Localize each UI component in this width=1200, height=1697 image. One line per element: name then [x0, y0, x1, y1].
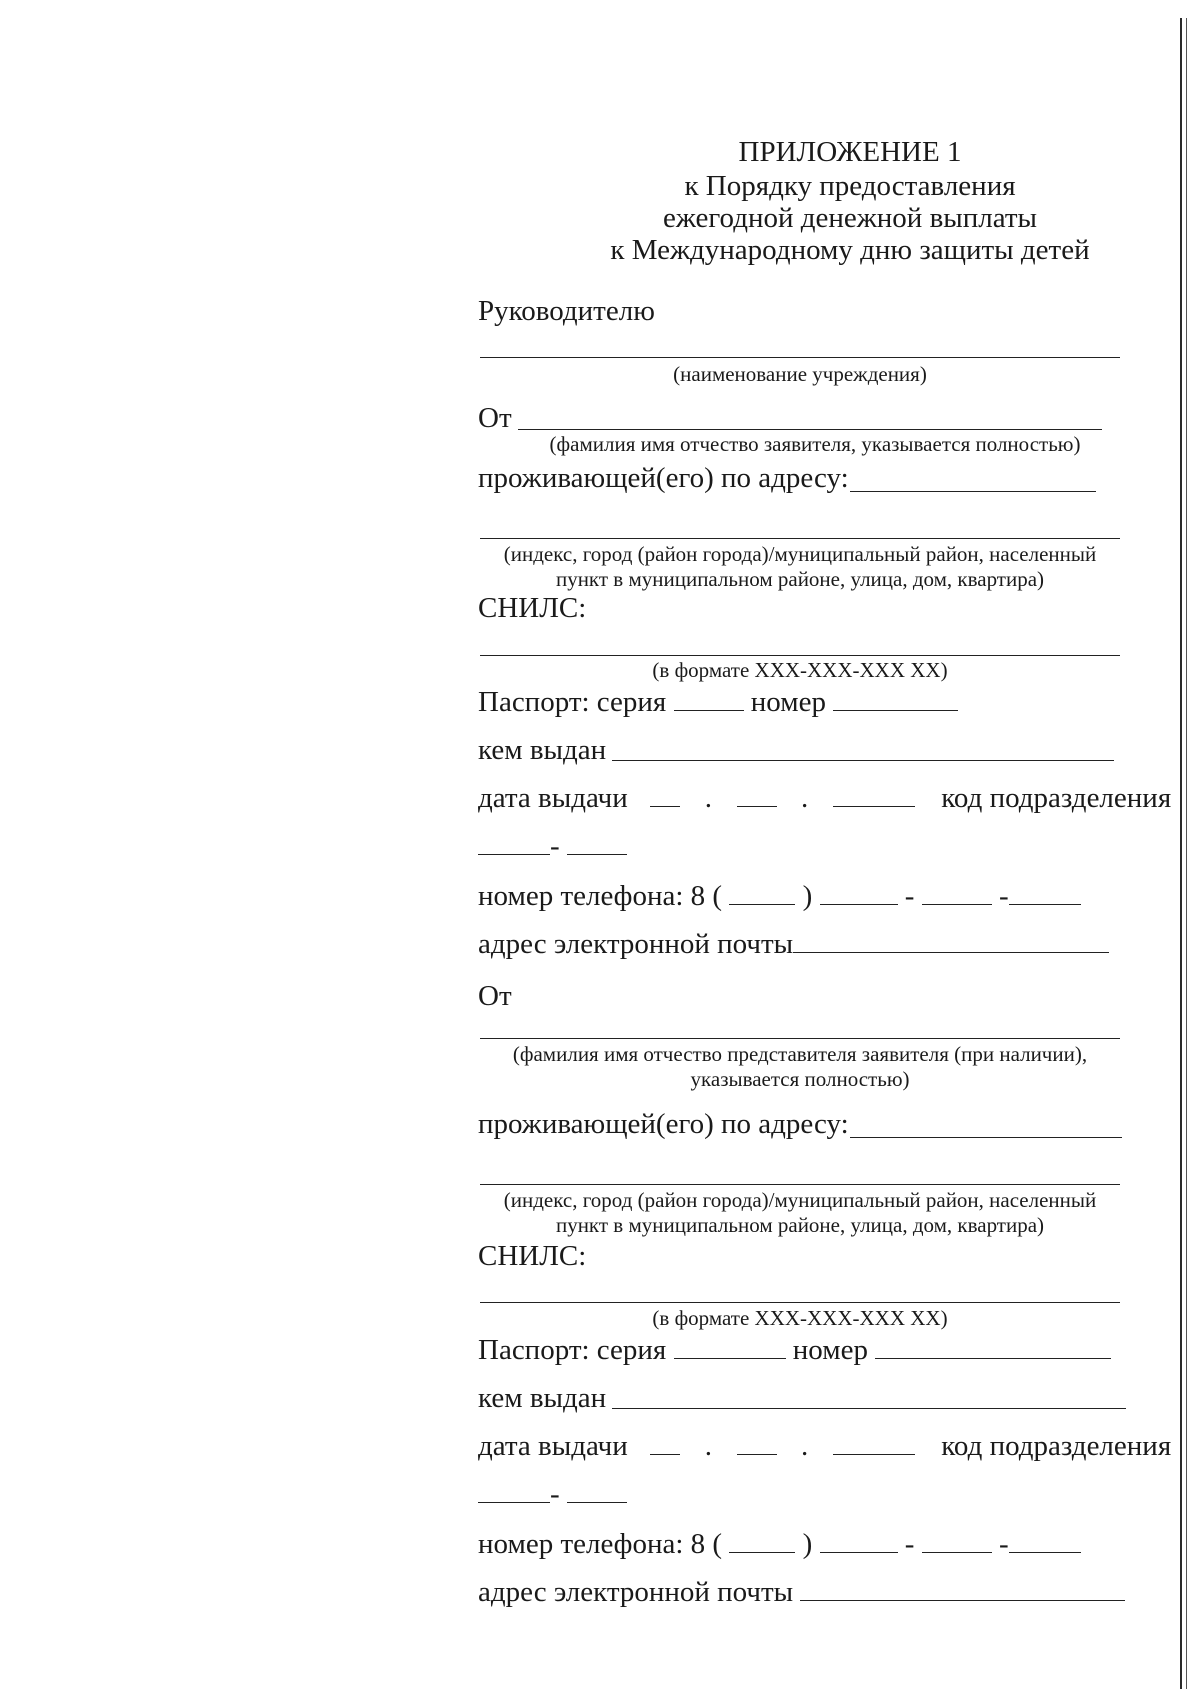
dept-code-dash: -	[550, 1478, 560, 1510]
dept-code-field-2[interactable]	[567, 1478, 627, 1503]
passport-number-label: номер	[750, 686, 826, 718]
scan-edge-line-inner	[1186, 18, 1187, 1689]
representative-issued-by-label: кем выдан	[478, 1382, 607, 1414]
passport-series-field[interactable]	[674, 1334, 786, 1359]
representative-name-line[interactable]	[480, 1038, 1120, 1039]
dept-code-dash: -	[550, 830, 560, 862]
applicant-snils-caption: (в формате ХХХ-ХХХ-ХХХ ХХ)	[652, 658, 948, 682]
applicant-dept-code-row	[478, 830, 627, 863]
representative-address-label: проживающей(его) по адресу:	[478, 1108, 849, 1140]
dept-code-field-1[interactable]	[478, 1478, 550, 1503]
representative-email-row	[478, 1576, 1125, 1609]
appendix-title: ПРИЛОЖЕНИЕ 1	[738, 136, 962, 168]
passport-number-field[interactable]	[833, 686, 958, 711]
issue-date-year-field[interactable]	[833, 1430, 915, 1455]
representative-phone-row	[478, 1528, 1081, 1561]
issue-date-day-field[interactable]	[650, 1430, 680, 1455]
applicant-snils-line[interactable]	[480, 655, 1120, 656]
representative-address-line-1[interactable]	[850, 1137, 1122, 1138]
header-line-3: к Международному дню защиты детей	[610, 234, 1090, 266]
applicant-address-caption-2: пункт в муниципальном районе, улица, дом, квартира)	[555, 567, 1045, 591]
applicant-address-label: проживающей(его) по адресу:	[478, 462, 849, 494]
phone-part-3-field[interactable]	[1009, 880, 1081, 905]
phone-dash: -	[998, 1528, 1009, 1560]
phone-close: )	[802, 1528, 813, 1560]
issue-date-month-field[interactable]	[737, 782, 777, 807]
issue-date-day-field[interactable]	[650, 782, 680, 807]
phone-label: номер телефона:	[478, 880, 684, 912]
dept-code-label: код подразделения	[941, 1430, 1172, 1462]
scan-edge-line	[1180, 18, 1182, 1689]
email-field[interactable]	[800, 1576, 1125, 1601]
applicant-name-caption: (фамилия имя отчество заявителя, указывается полностью)	[549, 432, 1081, 456]
phone-code-field[interactable]	[729, 880, 795, 905]
phone-part-1-field[interactable]	[820, 880, 898, 905]
dept-code-field-2[interactable]	[567, 830, 627, 855]
applicant-issue-date-row	[478, 782, 1171, 815]
applicant-snils-label: СНИЛС:	[478, 592, 587, 624]
dept-code-field-1[interactable]	[478, 830, 550, 855]
header-line-2: ежегодной денежной выплаты	[662, 202, 1038, 234]
representative-snils-caption: (в формате ХХХ-ХХХ-ХХХ ХХ)	[652, 1306, 948, 1330]
passport-series-field[interactable]	[674, 686, 744, 711]
institution-line[interactable]	[480, 357, 1120, 358]
applicant-address-line-2[interactable]	[480, 538, 1120, 539]
applicant-issued-by-label: кем выдан	[478, 734, 607, 766]
phone-part-1-field[interactable]	[820, 1528, 898, 1553]
phone-part-3-field[interactable]	[1009, 1528, 1081, 1553]
representative-snils-label: СНИЛС:	[478, 1240, 587, 1272]
applicant-name-line[interactable]	[518, 429, 1102, 430]
date-dot: .	[801, 1430, 809, 1462]
date-dot: .	[704, 1430, 713, 1462]
phone-part-2-field[interactable]	[922, 880, 992, 905]
phone-dash: -	[904, 1528, 915, 1560]
applicant-passport-row	[478, 686, 958, 719]
phone-prefix: 8 (	[690, 880, 723, 912]
issue-date-label: дата выдачи	[478, 1430, 628, 1462]
phone-part-2-field[interactable]	[922, 1528, 992, 1553]
issue-date-label: дата выдачи	[478, 782, 628, 814]
header-line-1: к Порядку предоставления	[684, 170, 1016, 202]
applicant-issued-by-line[interactable]	[612, 760, 1114, 761]
passport-number-label: номер	[792, 1334, 868, 1366]
representative-address-caption-1: (индекс, город (район города)/муниципальный район, населенный	[503, 1188, 1097, 1212]
phone-label: номер телефона:	[478, 1528, 684, 1560]
applicant-phone-row	[478, 880, 1081, 913]
representative-name-caption-1: (фамилия имя отчество представителя заявителя (при наличии),	[512, 1042, 1088, 1066]
representative-snils-line[interactable]	[480, 1302, 1120, 1303]
institution-caption: (наименование учреждения)	[673, 362, 927, 386]
passport-series-label: Паспорт: серия	[478, 1334, 667, 1366]
phone-code-field[interactable]	[729, 1528, 795, 1553]
issue-date-month-field[interactable]	[737, 1430, 777, 1455]
applicant-from-label: От	[478, 402, 512, 434]
applicant-email-row	[478, 928, 1109, 961]
passport-number-field[interactable]	[875, 1334, 1111, 1359]
representative-dept-code-row	[478, 1478, 627, 1511]
representative-address-line-2[interactable]	[480, 1184, 1120, 1185]
representative-name-caption-2: указывается полностью)	[690, 1067, 910, 1091]
email-label: адрес электронной почты	[478, 1576, 794, 1608]
issue-date-year-field[interactable]	[833, 782, 915, 807]
representative-issued-by-line[interactable]	[612, 1408, 1126, 1409]
representative-address-caption-2: пункт в муниципальном районе, улица, дом, квартира)	[555, 1213, 1045, 1237]
representative-issue-date-row	[478, 1430, 1171, 1463]
email-field[interactable]	[793, 928, 1109, 953]
representative-passport-row	[478, 1334, 1111, 1367]
applicant-address-caption-1: (индекс, город (район города)/муниципальный район, населенный	[503, 542, 1097, 566]
phone-close: )	[802, 880, 813, 912]
date-dot: .	[801, 782, 809, 814]
applicant-address-line-1[interactable]	[850, 491, 1096, 492]
addressee-label: Руководителю	[478, 295, 655, 327]
date-dot: .	[704, 782, 713, 814]
phone-dash: -	[998, 880, 1009, 912]
phone-dash: -	[904, 880, 915, 912]
phone-prefix: 8 (	[690, 1528, 723, 1560]
representative-from-label: От	[478, 980, 512, 1012]
dept-code-label: код подразделения	[941, 782, 1172, 814]
passport-series-label: Паспорт: серия	[478, 686, 667, 718]
email-label: адрес электронной почты	[478, 928, 794, 960]
